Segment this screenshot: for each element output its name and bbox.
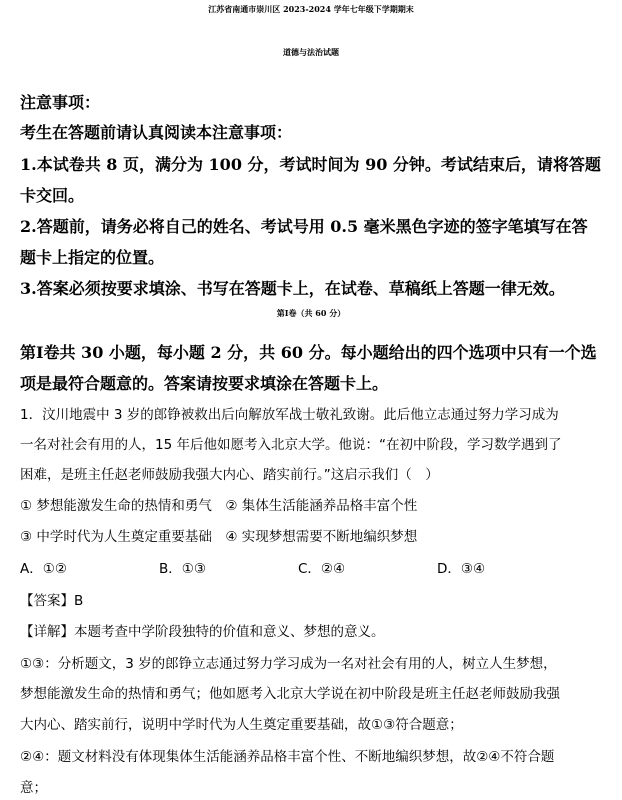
analysis-line-1: ①③：分析题文，3 岁的郎铮立志通过努力学习成为一名对社会有用的人，树立人生梦想， [20,656,557,672]
notice-item-3: 3.答案必须按要求填涂、书写在答题卡上，在试卷、草稿纸上答题一律无效。 [20,279,565,298]
option-c: C．②④ [298,561,346,577]
notice-item-2-cont: 题卡上指定的位置。 [20,248,165,267]
question-1-stem-cont: 一名对社会有用的人，15 年后他如愿考入北京大学。他说：“在初中阶段，学习数学遇到了 [20,437,562,453]
notice-item-1-cont: 卡交回。 [20,186,85,205]
section-description-cont: 项是最符合题意的。答案请按要求填涂在答题卡上。 [20,374,389,393]
question-1-options [20,557,576,577]
option-b: B．①③ [159,561,206,577]
analysis-line-4: ②④：题文材料没有体现集体生活能涵养品格丰富个性、不断地编织梦想，故②④不符合题 [20,749,555,765]
notice-heading: 注意事项： [20,93,101,112]
detail-line: 【详解】本题考查中学阶段独特的价值和意义、梦想的意义。 [20,624,385,640]
question-1-stem-end: 困难，是班主任赵老师鼓励我强大内心、踏实前行。”这启示我们（ ） [20,467,439,483]
section-description: 第Ⅰ卷共 30 小题，每小题 2 分，共 60 分。每小题给出的四个选项中只有一个选 [20,343,597,362]
section-title: 第Ⅰ卷（共 60 分） [276,308,346,318]
notice-intro: 考生在答题前请认真阅读本注意事项： [20,123,293,142]
notice-item-2: 2.答题前，请务必将自己的姓名、考试号用 0.5 毫米黑色字迹的签字笔填写在答 [20,217,588,236]
question-1-stem: 1．汶川地震中 3 岁的郎铮被救出后向解放军战士敬礼致谢。此后他立志通过努力学习成为 [20,407,559,423]
doc-title-line-1: 江苏省南通市崇川区 2023-2024 学年七年级下学期期末 [208,4,414,14]
analysis-line-3: 大内心、踏实前行，说明中学时代为人生奠定重要基础，故①③符合题意； [20,717,463,733]
question-1-statements-b: ③ 中学时代为人生奠定重要基础 ④ 实现梦想需要不断地编织梦想 [20,529,418,545]
doc-title-line-2: 道德与法治试题 [283,47,339,57]
answer-line: 【答案】B [20,593,84,609]
option-a: A．①② [20,561,67,577]
analysis-line-5: 意； [20,780,47,796]
option-d: D．③④ [437,561,486,577]
notice-item-1: 1.本试卷共 8 页，满分为 100 分，考试时间为 90 分钟。考试结束后，请将答题 [20,155,601,174]
question-1-statements-a: ① 梦想能激发生命的热情和勇气 ② 集体生活能涵养品格丰富个性 [20,498,418,514]
analysis-line-2: 梦想能激发生命的热情和勇气；他如愿考入北京大学说在初中阶段是班主任赵老师鼓励我强 [20,686,560,702]
